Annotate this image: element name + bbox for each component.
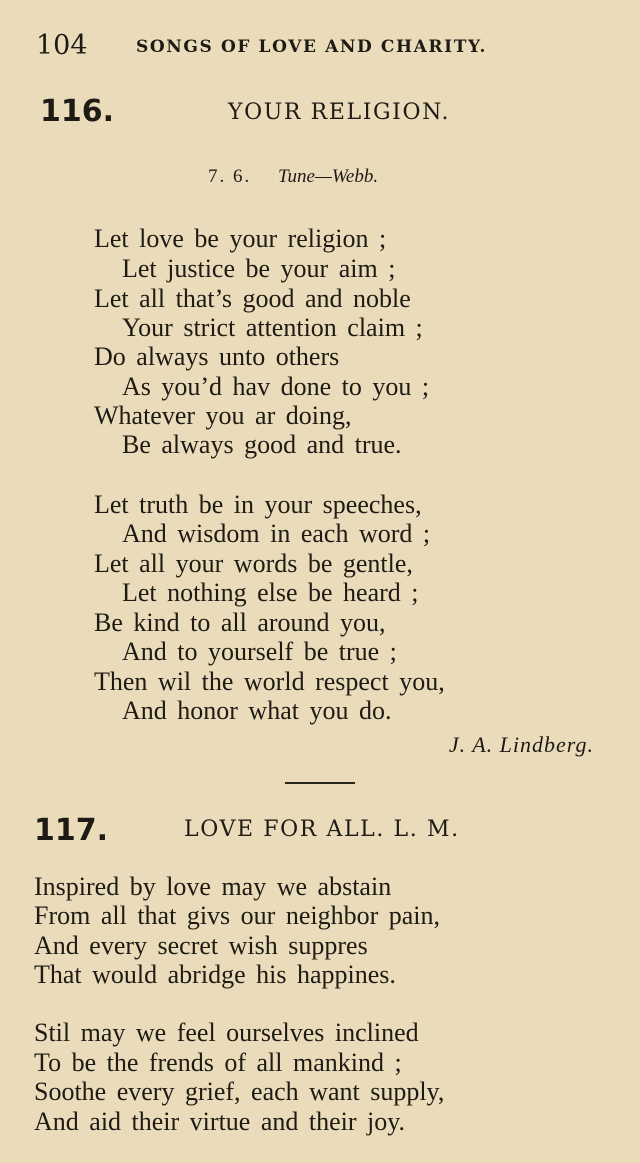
hymn-117-heading (0, 813, 640, 853)
hymn-117-title: LOVE FOR ALL. L. M. (184, 817, 460, 842)
verse-line: And wisdom in each word ; (122, 519, 431, 548)
verse-line: Inspired by love may we abstain (34, 872, 392, 901)
verse-line: That would abridge his happines. (34, 960, 396, 989)
hymn-116-meter-line (208, 166, 378, 188)
verse-line: Let justice be your aim ; (122, 254, 396, 283)
hymn-116-heading (0, 94, 640, 134)
verse-line: Let all your words be gentle, (94, 549, 413, 578)
verse-line: Then wil the world respect you, (94, 667, 445, 696)
hymn-116-number: 116. (40, 94, 115, 129)
verse-line: To be the frends of all mankind ; (34, 1048, 402, 1077)
verse-line: Let all that’s good and noble (94, 284, 411, 313)
verse-line: Be kind to all around you, (94, 608, 386, 637)
verse-line: Stil may we feel ourselves inclined (34, 1018, 419, 1047)
hymn-116-author: J. A. Lindberg. (448, 732, 594, 757)
hymn-116-tune: Tune—Webb. (278, 166, 379, 187)
verse-line: And every secret wish suppres (34, 931, 368, 960)
section-divider (285, 782, 355, 784)
running-title: SONGS OF LOVE AND CHARITY. (136, 37, 488, 57)
hymn-117-number: 117. (34, 813, 109, 848)
verse-line: Let truth be in your speeches, (94, 490, 422, 519)
page-header (36, 30, 540, 66)
hymn-116-meter: 7. 6. (208, 166, 252, 187)
verse-line: Whatever you ar doing, (94, 401, 352, 430)
page-number: 104 (36, 30, 88, 61)
hymn-116-title: YOUR RELIGION. (228, 100, 451, 125)
verse-line: Your strict attention claim ; (122, 313, 423, 342)
verse-line: Be always good and true. (122, 430, 402, 459)
verse-line: Soothe every grief, each want supply, (34, 1077, 445, 1106)
verse-line: And aid their virtue and their joy. (34, 1107, 406, 1136)
verse-line: Let love be your religion ; (94, 224, 387, 253)
verse-line: As you’d hav done to you ; (122, 372, 430, 401)
verse-line: From all that givs our neighbor pain, (34, 901, 441, 930)
verse-line: Let nothing else be heard ; (122, 578, 419, 607)
verse-line: And to yourself be true ; (122, 637, 397, 666)
verse-line: Do always unto others (94, 342, 340, 371)
verse-line: And honor what you do. (122, 696, 392, 725)
